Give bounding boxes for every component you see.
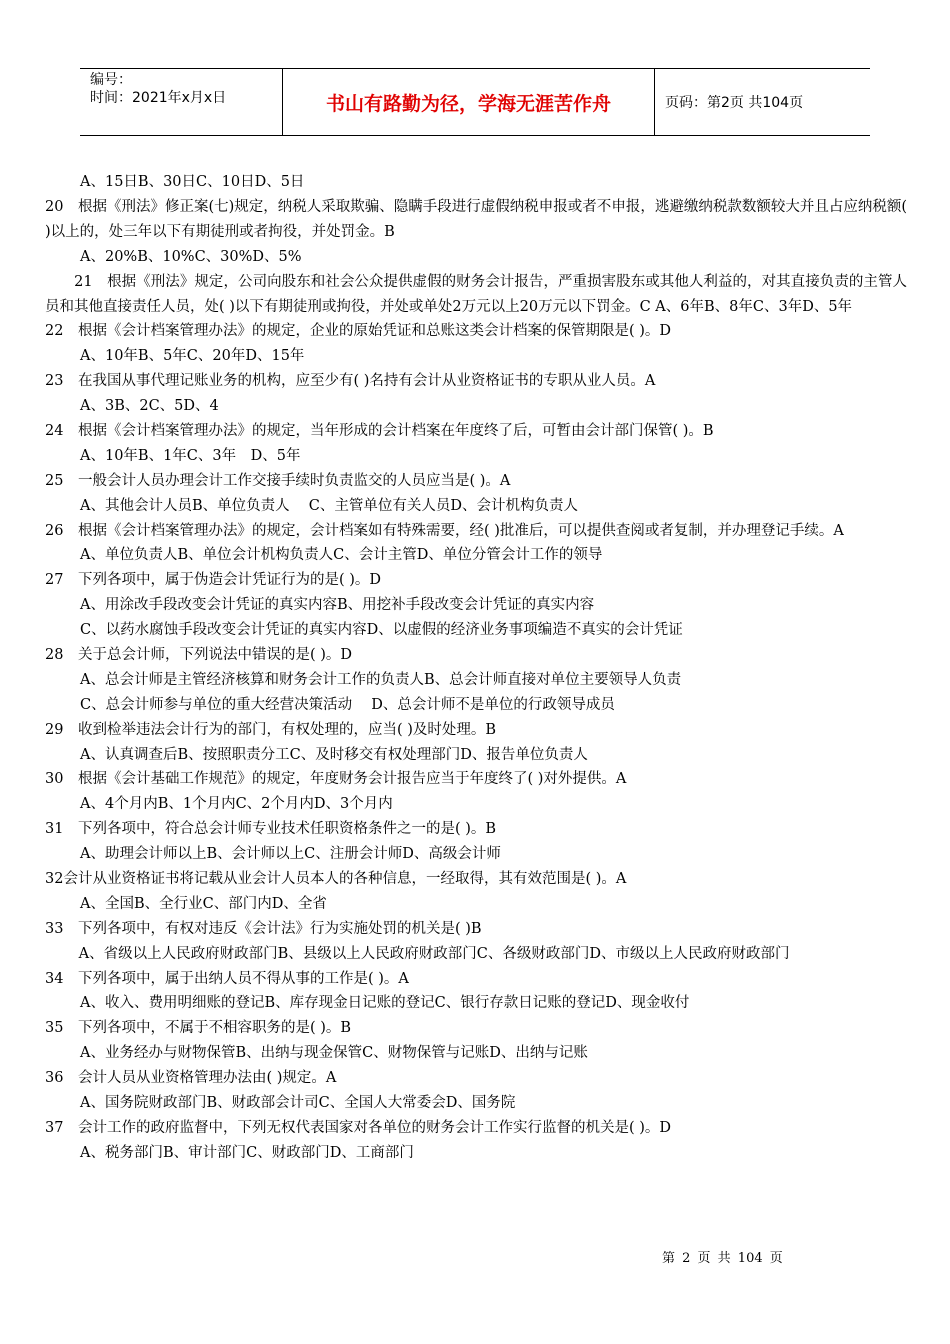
- header-info-cell: [80, 69, 283, 135]
- question-text: 31 下列各项中，符合总会计师专业技术任职资格条件之一的是( )。B: [45, 821, 497, 838]
- answer-options: A、收入、费用明细账的登记B、库存现金日记账的登记C、银行存款日记账的登记D、现金收付: [80, 995, 690, 1012]
- answer-options: A、税务部门B、审计部门C、财政部门D、工商部门: [80, 1144, 414, 1161]
- question-text: 37 会计工作的政府监督中，下列无权代表国家对各单位的财务会计工作实行监督的机关是( )。D: [45, 1119, 671, 1136]
- question-text: 22 根据《会计档案管理办法》的规定，企业的原始凭证和总账这类会计档案的保管期限是( )。D: [45, 323, 671, 340]
- page-footer: 第 2 页 共 104 页: [662, 1251, 783, 1266]
- question-text: 26 根据《会计档案管理办法》的规定，会计档案如有特殊需要，经( )批准后，可以提供查阅或者复制，并办理登记手续。A: [45, 522, 844, 539]
- question-text: 27 下列各项中，属于伪造会计凭证行为的是( )。D: [45, 572, 381, 589]
- answer-options: C、总会计师参与单位的重大经营决策活动 D、总会计师不是单位的行政领导成员: [80, 696, 615, 713]
- question-text: 23 在我国从事代理记账业务的机构，应至少有( )名持有会计从业资格证书的专职从业人员。A: [45, 373, 656, 390]
- answer-options: A、4个月内B、1个月内C、2个月内D、3个月内: [80, 796, 393, 813]
- question-text: 34 下列各项中，属于出纳人员不得从事的工作是( )。A: [45, 970, 409, 987]
- question-text: 20 根据《刑法》修正案(七)规定，纳税人采取欺骗、隐瞒手段进行虚假纳税申报或者不申报，逃避缴纳税款数额较大并且占应纳税额( )以上的，处三年以下有期徒刑或者拘役，并处罚金。B: [45, 198, 907, 240]
- answer-options: A、用涂改手段改变会计凭证的真实内容B、用挖补手段改变会计凭证的真实内容: [80, 597, 595, 614]
- answer-options: A、3B、2C、5D、4: [80, 398, 219, 415]
- answer-options: A、国务院财政部门B、财政部会计司C、全国人大常委会D、国务院: [80, 1095, 516, 1112]
- question-text: 24 根据《会计档案管理办法》的规定，当年形成的会计档案在年度终了后，可暂由会计部门保管( )。B: [45, 422, 714, 439]
- answer-options: A、单位负责人B、单位会计机构负责人C、会计主管D、单位分管会计工作的领导: [80, 547, 603, 564]
- question-text: 36 会计人员从业资格管理办法由( )规定。A: [45, 1070, 337, 1087]
- document-date-label: 时间：2021年x月x日: [90, 90, 227, 106]
- header-page-label: 页码：第2页 共104页: [665, 95, 804, 111]
- question-text: 21 根据《刑法》规定，公司向股东和社会公众提供虚假的财务会计报告，严重损害股东或其他人利益的，对其直接负责的主管人员和其他直接责任人员，处( )以下有期徒刑或拘役，并处或单处2万元以上20万元以下罚金。C A、6年B、8年C、3年D、5年: [45, 273, 907, 315]
- question-text: 30 根据《会计基础工作规范》的规定，年度财务会计报告应当于年度终了( )对外提供。A: [45, 771, 627, 788]
- question-text: 33 下列各项中，有权对违反《会计法》行为实施处罚的机关是( )B: [45, 920, 482, 937]
- page-header: [80, 68, 870, 136]
- answer-options: A、认真调查后B、按照职责分工C、及时移交有权处理部门D、报告单位负责人: [80, 746, 588, 763]
- question-text: A、省级以上人民政府财政部门B、县级以上人民政府财政部门C、各级财政部门D、市级以上人民政府财政部门: [45, 945, 790, 962]
- answer-options: A、总会计师是主管经济核算和财务会计工作的负责人B、总会计师直接对单位主要领导人负责: [80, 671, 682, 688]
- answer-options: A、业务经办与财物保管B、出纳与现金保管C、财物保管与记账D、出纳与记账: [80, 1045, 588, 1062]
- answer-options: A、15日B、30日C、10日D、5日: [80, 174, 305, 190]
- question-text: 32会计从业资格证书将记载从业会计人员本人的各种信息，一经取得，其有效范围是( )。A: [45, 871, 627, 888]
- answer-options: C、以药水腐蚀手段改变会计凭证的真实内容D、以虚假的经济业务事项编造不真实的会计凭证: [80, 622, 683, 639]
- question-text: 35 下列各项中，不属于不相容职务的是( )。B: [45, 1020, 352, 1037]
- question-text: 25 一般会计人员办理会计工作交接手续时负责监交的人员应当是( )。A: [45, 472, 511, 489]
- answer-options: A、10年B、1年C、3年 D、5年: [80, 447, 301, 464]
- question-text: 28 关于总会计师，下列说法中错误的是( )。D: [45, 647, 352, 663]
- answer-options: A、其他会计人员B、单位负责人 C、主管单位有关人员D、会计机构负责人: [80, 497, 578, 514]
- document-body: [45, 170, 907, 1166]
- question-text: 29 收到检举违法会计行为的部门，有权处理的，应当( )及时处理。B: [45, 721, 497, 738]
- answer-options: A、助理会计师以上B、会计师以上C、注册会计师D、高级会计师: [80, 846, 501, 863]
- answer-options: A、20%B、10%C、30%D、5%: [80, 248, 302, 265]
- header-motto: 书山有路勤为径，学海无涯苦作舟: [283, 69, 655, 135]
- answer-options: A、10年B、5年C、20年D、15年: [80, 348, 305, 365]
- answer-options: A、全国B、全行业C、部门内D、全省: [80, 895, 327, 912]
- document-number-label: 编号：: [90, 72, 132, 88]
